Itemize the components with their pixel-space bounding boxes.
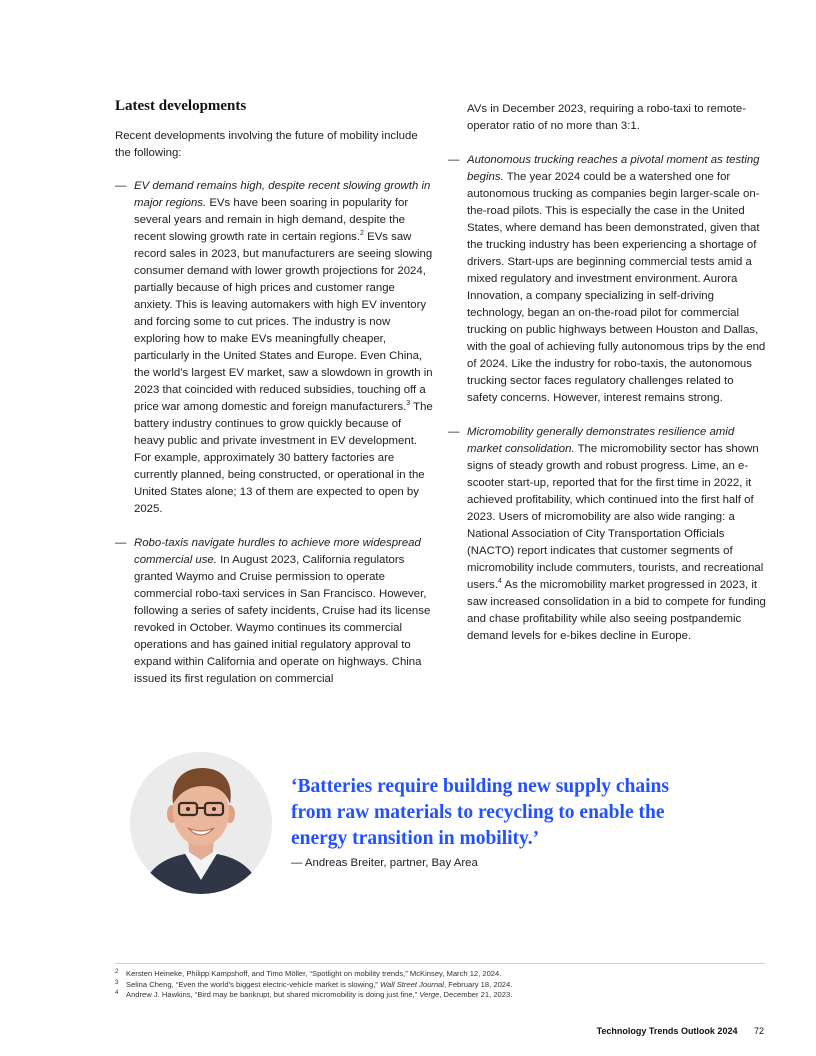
footnotes	[115, 963, 765, 1001]
bullet-lead: EV demand remains high, despite recent slowing growth in major regions.	[134, 180, 431, 209]
footnote-ref[interactable]: 4	[498, 578, 502, 586]
footnote-ref[interactable]: 3	[406, 400, 411, 408]
page-footer	[597, 1026, 764, 1036]
bullet-lead: Autonomous trucking reaches a pivotal moment as testing begins.	[467, 154, 760, 183]
bullet-robo-taxis	[115, 535, 433, 688]
bullet-robo-taxis-continued: AVs in December 2023, requiring a robo-taxi to remote-operator ratio of no more than 3:1.	[467, 103, 746, 132]
bullet-text: EVs saw record sales in 2023, but manufacturers are seeing slowing consumer demand with lower growth projections for 2024, partially because of high prices and customer range anxiety. This is leaving automakers with high EV inventory and forcing some to cut prices. The industry is now exploring how to make EVs meaningfully cheaper, particularly in the United States and Europe. Even China, the world’s largest EV market, saw a slowdown in growth in 2023 that coincided with reduced subsidies, touching off a price war among domestic and foreign manufacturers.	[134, 231, 433, 413]
footnote-text: Selina Cheng, “Even the world’s biggest electric-vehicle market is slowing,”	[126, 979, 380, 989]
bullet-dash: —	[448, 426, 460, 438]
intro-paragraph: Recent developments involving the future of mobility include the following:	[115, 130, 418, 159]
page-number: 72	[753, 1026, 764, 1036]
footnote-text: Andrew J. Hawkins, “Bird may be bankrupt, but shared micromobility is doing just fine,”	[126, 990, 420, 999]
bullet-dash: —	[115, 180, 127, 192]
footnote-number: 4	[115, 990, 119, 996]
footnote-ref[interactable]: 2	[360, 230, 364, 238]
footnote-item	[115, 980, 765, 991]
bullet-text: The battery industry continues to grow quickly because of heavy public and private investment in EV development. For example, approximately 30 battery factories are currently planned, being constructed, or operational in the United States alone; 13 of them are expected to open by 2025.	[134, 401, 433, 515]
footnote-number: 3	[115, 979, 119, 986]
bullet-text: As the micromobility market progressed in 2023, it saw increased consolidation in a bid to compete for funding and chase profitability while also seeing postpandemic demand levels for e-bikes decline in Europe.	[467, 579, 766, 642]
bullet-micromobility	[448, 424, 766, 645]
bullet-text: In August 2023, California regulators granted Waymo and Cruise permission to operate commercial robo-taxi services in San Francisco. However, following a series of safety incidents, Cruise had its license revoked in October. Waymo continues its commercial operations and has gained initial regulatory approval to expand within California and operate on highways. China issued its first regulation on commercial	[134, 554, 431, 685]
quote-text: ‘Batteries require building new supply chains from raw materials to recycling to enable the energy transition in mobility.’	[291, 776, 669, 849]
footnote-text: , February 18, 2024.	[443, 979, 513, 989]
pull-quote	[130, 752, 730, 892]
portrait-illustration	[130, 752, 272, 894]
section-title: Latest developments	[115, 98, 247, 114]
bullet-lead: Robo-taxis navigate hurdles to achieve more widespread commercial use.	[134, 537, 421, 566]
publication-title: Technology Trends Outlook 2024	[596, 1026, 738, 1036]
quote-attribution: — Andreas Breiter, partner, Bay Area	[291, 857, 478, 869]
speaker-photo	[130, 752, 272, 894]
footnote-item	[115, 990, 765, 1001]
footnote-publication: Verge	[419, 990, 440, 999]
bullet-text: EVs have been soaring in popularity for several years and remain in high demand, despite the recent slowing growth rate in certain regions.	[134, 197, 409, 243]
bullet-ev-demand	[115, 178, 433, 518]
footnote-text: , December 21, 2023.	[439, 990, 513, 999]
bullet-dash: —	[448, 154, 460, 166]
bullet-dash: —	[115, 537, 127, 549]
left-column	[115, 96, 433, 705]
bullet-text: The year 2024 could be a watershed one for autonomous trucking as companies begin larger-scale on-the-road pilots. This is especially the case in the United States, where demand has been demonstrated, given that the trucking industry has been experiencing a shortage of drivers. Start-ups are beginning commercial tests amid a mixed regulatory and investment environment. Aurora Innovation, a company specializing in self-driving technology, began an on-the-road pilot for commercial trucking on public highways between Houston and Dallas, with the goal of achieving fully autonomous trips by the end of 2024. Like the industry for robo-taxis, the autonomous trucking sector faces regulatory challenges related to safety concerns. However, interest remains strong.	[467, 171, 766, 404]
bullet-lead: Micromobility generally demonstrates resilience amid market consolidation.	[467, 426, 735, 455]
footnote-text: Kersten Heineke, Philipp Kampshoff, and Timo Möller, “Spotlight on mobility trends,” McKinsey, March 12, 2024.	[126, 969, 502, 978]
footnote-item	[115, 969, 765, 980]
bullet-text: The micromobility sector has shown signs of steady growth and robust progress. Lime, an e-scooter start-up, reported that for the first time in 2022, it achieved profitability, which continued into the first half of 2023. Users of micromobility are also wide ranging: a National Association of City Transportation Officials (NACTO) report indicates that customer segments of micromobility include commuters, tourists, and recreational users.	[467, 443, 764, 591]
footnote-publication: Wall Street Journal	[379, 979, 444, 989]
footnote-number: 2	[115, 969, 119, 975]
bullet-autonomous-trucking	[448, 152, 766, 407]
right-column	[448, 101, 766, 662]
